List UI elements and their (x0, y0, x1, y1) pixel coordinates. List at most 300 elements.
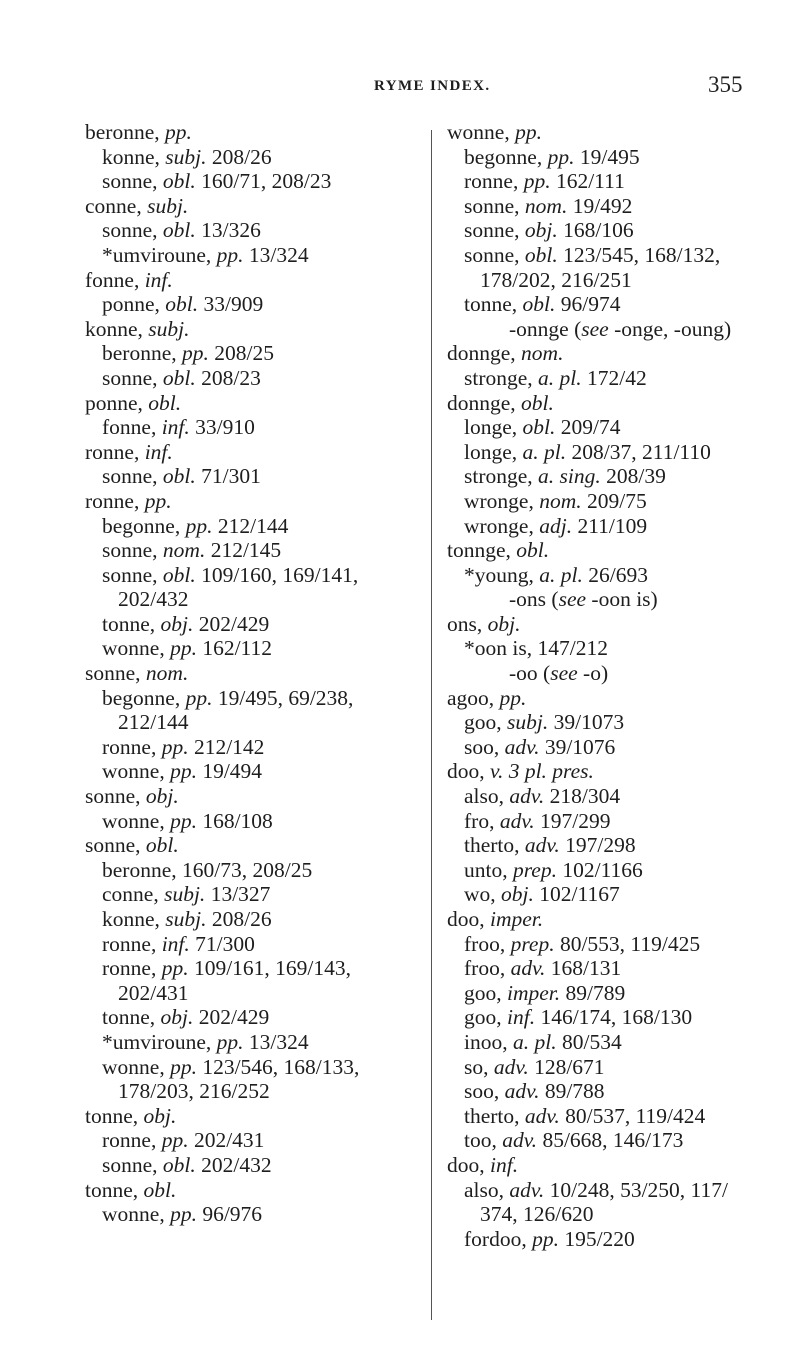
entry-word: ponne, (85, 390, 143, 415)
grammar-tag: nom. (521, 341, 564, 366)
line-refs: 89/789 (565, 980, 626, 1005)
index-entry (447, 1202, 792, 1227)
entry-word: conne, (102, 882, 159, 907)
entry-word: tonnge, (447, 538, 511, 563)
index-entry (85, 366, 420, 391)
index-entry (85, 1202, 420, 1227)
entry-word: *oon is, (464, 636, 533, 661)
entry-word: longe, (464, 415, 518, 440)
line-refs: 197/298 (565, 833, 636, 858)
index-entry (85, 514, 420, 539)
grammar-tag: adv. (509, 1177, 545, 1202)
index-entry (85, 735, 420, 760)
grammar-tag: subj. (165, 907, 207, 931)
grammar-tag: a. pl. (522, 439, 567, 464)
entry-word: doo, (447, 1152, 485, 1177)
line-refs: 218/304 (549, 784, 621, 809)
entry-word: ronne, (102, 734, 157, 759)
entry-word: stronge, (464, 365, 533, 390)
index-entry (85, 538, 420, 563)
index-entry (447, 1079, 792, 1104)
grammar-tag: pp. (547, 144, 575, 169)
index-entry (447, 858, 792, 883)
line-refs: 128/671 (534, 1054, 605, 1079)
entry-word: sonne, (102, 169, 158, 194)
entry-word: therto, (464, 1103, 520, 1128)
index-entry (85, 563, 420, 588)
line-refs: 13/326 (201, 218, 261, 243)
entry-word: *umviroune, (102, 1029, 212, 1054)
index-entry (447, 415, 792, 440)
grammar-tag: prep. (512, 857, 557, 882)
line-refs: 80/534 (561, 1029, 622, 1054)
index-entry (85, 956, 420, 981)
grammar-tag: obl. (165, 292, 199, 317)
line-refs: 202/432 (118, 587, 189, 612)
entry-word: -ons (509, 587, 547, 612)
entry-word: fonne, (102, 415, 157, 440)
entry-word: *umviroune, (102, 242, 212, 267)
line-refs: 208/23 (201, 365, 261, 390)
entry-word: sonne, (102, 218, 158, 243)
line-refs: 109/161, 169/143, (193, 956, 352, 981)
index-headword (447, 391, 792, 416)
index-headword (85, 440, 420, 465)
entry-word: tonne, (85, 1103, 139, 1128)
index-entry (85, 1128, 420, 1153)
grammar-tag: obl. (162, 464, 196, 489)
entry-word: also, (464, 784, 505, 809)
entry-word: ronne, (102, 956, 157, 981)
index-entry (85, 1079, 420, 1104)
index-entry (85, 1153, 420, 1178)
index-entry (85, 292, 420, 317)
grammar-tag: obl. (522, 292, 556, 317)
grammar-tag: subj. (165, 144, 207, 169)
line-refs: 168/131 (550, 956, 622, 981)
page-header (0, 72, 800, 112)
index-entry (447, 1178, 792, 1203)
grammar-tag: a. sing. (538, 464, 601, 489)
line-refs: 162/112 (202, 636, 273, 661)
line-refs: 209/75 (587, 488, 647, 513)
line-refs: 96/976 (202, 1202, 263, 1227)
rhyme-heading (447, 661, 792, 686)
line-refs: 39/1073 (553, 710, 625, 735)
grammar-tag: a. pl. (512, 1029, 557, 1054)
index-headword (447, 759, 792, 784)
line-refs: 71/300 (195, 931, 255, 956)
index-entry (447, 1104, 792, 1129)
index-entry (85, 686, 420, 711)
line-refs: 202/431 (193, 1128, 265, 1153)
index-entry (447, 809, 792, 834)
entry-word: begonne, (102, 513, 181, 538)
index-entry (85, 464, 420, 489)
line-refs: 33/910 (195, 415, 255, 440)
index-entry (447, 218, 792, 243)
entry-word: sonne, (85, 833, 141, 858)
index-entry (85, 809, 420, 834)
index-entry (85, 981, 420, 1006)
index-entry (447, 1227, 792, 1252)
index-headword (447, 686, 792, 711)
grammar-tag: pp. (144, 488, 172, 513)
line-refs: 33/909 (203, 292, 264, 317)
index-entry (447, 366, 792, 391)
line-refs: 208/26 (211, 144, 272, 169)
entry-word: froo, (464, 956, 506, 981)
entry-word: konne, (102, 907, 160, 931)
line-refs: 212/145 (210, 538, 282, 563)
grammar-tag: pp. (161, 734, 189, 759)
line-refs: 96/974 (560, 292, 621, 317)
line-refs: 80/553, 119/425 (559, 931, 701, 956)
grammar-tag: pp. (523, 169, 551, 194)
index-entry (447, 1030, 792, 1055)
entry-word: tonne, (464, 292, 518, 317)
grammar-tag: subj. (148, 316, 190, 341)
line-refs: (see -oon is) (551, 587, 658, 612)
index-entry (447, 464, 792, 489)
grammar-tag: inf. (144, 439, 173, 464)
grammar-tag: adv. (504, 734, 540, 759)
index-headword (85, 194, 420, 219)
index-entry (447, 145, 792, 170)
entry-word: ronne, (85, 488, 140, 513)
index-entry (85, 243, 420, 268)
grammar-tag: v. 3 pl. pres. (490, 759, 594, 784)
line-refs: 168/108 (202, 808, 273, 833)
index-entry (85, 759, 420, 784)
grammar-tag: obl. (516, 538, 550, 563)
index-entry (85, 882, 420, 907)
index-entry (447, 268, 792, 293)
entry-word: goo, (464, 710, 502, 735)
line-refs: 19/494 (202, 759, 263, 784)
grammar-tag: a. pl. (538, 365, 582, 390)
index-entry (447, 735, 792, 760)
index-entry (85, 612, 420, 637)
line-refs: (see -onge, -oung) (574, 316, 732, 341)
entry-word: stronge, (464, 464, 533, 489)
grammar-tag: obl. (521, 390, 554, 415)
index-headword (85, 833, 420, 858)
entry-word: ronne, (85, 439, 140, 464)
line-refs: 109/160, 169/141, (201, 562, 359, 587)
index-entry (85, 636, 420, 661)
entry-word: begonne, (464, 144, 543, 169)
entry-word: froo, (464, 931, 506, 956)
line-refs: 212/144 (217, 513, 289, 538)
line-refs: 197/299 (540, 808, 611, 833)
index-headword (447, 907, 792, 932)
index-headword (447, 538, 792, 563)
line-refs: 211/109 (577, 513, 648, 538)
index-headword (85, 784, 420, 809)
line-refs: 123/546, 168/133, (202, 1054, 360, 1079)
grammar-tag: pp. (182, 341, 209, 366)
entry-word: wonne, (102, 1054, 165, 1079)
index-entry (447, 882, 792, 907)
entry-word: wonne, (102, 636, 165, 661)
index-entry (447, 1005, 792, 1030)
grammar-tag: pp. (170, 1202, 197, 1227)
index-entry (85, 1005, 420, 1030)
grammar-tag: obl. (162, 562, 196, 587)
index-entry (85, 145, 420, 170)
index-headword (85, 317, 420, 342)
grammar-tag: a. pl. (539, 562, 583, 587)
entry-word: therto, (464, 833, 520, 858)
index-entry (85, 907, 420, 932)
line-refs: 209/74 (560, 415, 621, 440)
line-refs: 147/212 (537, 636, 608, 661)
entry-word: beronne, (102, 341, 177, 366)
line-refs: 13/324 (248, 1029, 309, 1054)
entry-word: inoo, (464, 1029, 508, 1054)
grammar-tag: imper. (507, 980, 561, 1005)
line-refs: 89/788 (544, 1079, 605, 1104)
index-entry (447, 440, 792, 465)
grammar-tag: inf. (490, 1152, 519, 1177)
grammar-tag: pp. (170, 1054, 197, 1079)
entry-word: wronge, (464, 513, 534, 538)
grammar-tag: adj. (539, 513, 573, 538)
entry-word: ronne, (464, 169, 519, 194)
entry-word: konne, (102, 144, 160, 169)
grammar-tag: pp. (499, 685, 527, 710)
line-refs: 19/492 (572, 193, 633, 218)
index-column-left (85, 120, 420, 1227)
rhyme-heading (447, 317, 792, 342)
line-refs: 13/327 (210, 882, 271, 907)
entry-word: so, (464, 1054, 489, 1079)
entry-word: ronne, (102, 1128, 157, 1153)
index-headword (85, 120, 420, 145)
entry-word: fordoo, (464, 1226, 527, 1251)
index-entry (447, 636, 792, 661)
grammar-tag: subj. (507, 710, 549, 735)
grammar-tag: pp. (170, 636, 197, 661)
line-refs: 10/248, 53/250, 117/ (549, 1177, 728, 1202)
index-entry (447, 1055, 792, 1080)
grammar-tag: pp. (216, 242, 244, 267)
page-number: 355 (708, 72, 743, 97)
entry-word: -oo (509, 661, 538, 686)
index-headword (85, 391, 420, 416)
entry-word: sonne, (102, 365, 158, 390)
entry-word: ons, (447, 611, 483, 636)
line-refs: 208/39 (606, 464, 666, 489)
grammar-tag: adv. (499, 808, 535, 833)
entry-word: conne, (85, 193, 142, 218)
entry-word: beronne, (85, 120, 160, 144)
index-entry (447, 784, 792, 809)
grammar-tag: adv. (524, 833, 560, 858)
entry-word: wo, (464, 882, 496, 907)
index-entry (85, 341, 420, 366)
line-refs: 208/37, 211/110 (571, 439, 711, 464)
entry-word: wonne, (102, 808, 165, 833)
grammar-tag: pp. (216, 1029, 244, 1054)
line-refs: 172/42 (587, 365, 647, 390)
grammar-tag: pp. (185, 513, 213, 538)
line-refs: 123/545, 168/132, (563, 242, 721, 267)
grammar-tag: inf. (507, 1005, 536, 1030)
grammar-tag: imper. (490, 907, 544, 931)
entry-word: sonne, (102, 464, 158, 489)
index-headword (85, 1178, 420, 1203)
entry-word: longe, (464, 439, 518, 464)
grammar-tag: obj. (487, 611, 521, 636)
entry-word: sonne, (102, 538, 158, 563)
entry-word: wonne, (102, 1202, 165, 1227)
grammar-tag: inf. (161, 415, 190, 440)
grammar-tag: pp. (170, 808, 197, 833)
entry-word: sonne, (464, 242, 520, 267)
grammar-tag: obl. (524, 242, 558, 267)
grammar-tag: pp. (532, 1226, 559, 1251)
index-headword (447, 1153, 792, 1178)
index-entry (447, 194, 792, 219)
line-refs: 195/220 (564, 1226, 635, 1251)
entry-word: sonne, (85, 784, 141, 809)
line-refs: 102/1167 (539, 882, 620, 907)
grammar-tag: obl. (162, 218, 196, 243)
line-refs: 102/1166 (562, 857, 643, 882)
grammar-tag: obj. (160, 611, 194, 636)
line-refs: 71/301 (201, 464, 261, 489)
line-refs: 19/495, 69/238, (217, 685, 354, 710)
index-entry (85, 1055, 420, 1080)
grammar-tag: subj. (164, 882, 206, 907)
entry-word: goo, (464, 1005, 502, 1030)
index-entry (85, 218, 420, 243)
running-head: RYME INDEX. (374, 78, 491, 94)
entry-word: donnge, (447, 341, 516, 366)
entry-word: sonne, (464, 218, 520, 243)
grammar-tag: obj. (524, 218, 558, 243)
entry-word: sonne, (102, 562, 158, 587)
entry-word: ronne, (102, 931, 157, 956)
line-refs: 212/142 (193, 734, 265, 759)
index-entry (85, 587, 420, 612)
grammar-tag: obl. (145, 833, 179, 858)
grammar-tag: nom. (524, 193, 568, 218)
entry-word: wonne, (102, 759, 165, 784)
index-entry (85, 932, 420, 957)
line-refs: (see -o) (543, 661, 609, 686)
index-entry (447, 1128, 792, 1153)
entry-word: doo, (447, 907, 485, 931)
line-refs: 168/106 (563, 218, 634, 243)
column-divider (431, 130, 432, 1320)
entry-word: sonne, (102, 1152, 158, 1177)
grammar-tag: obl. (162, 365, 196, 390)
grammar-tag: pp. (161, 956, 189, 981)
index-entry (447, 932, 792, 957)
grammar-tag: obl. (522, 415, 556, 440)
grammar-tag: adv. (524, 1103, 560, 1128)
index-entry (85, 858, 420, 883)
line-refs: 374, 126/620 (480, 1202, 594, 1227)
grammar-tag: obj. (143, 1103, 177, 1128)
entry-word: *young, (464, 562, 534, 587)
index-column-right (447, 120, 792, 1251)
line-refs: 208/25 (214, 341, 274, 366)
index-entry (85, 169, 420, 194)
line-refs: 80/537, 119/424 (565, 1103, 706, 1128)
index-entry (85, 1030, 420, 1055)
line-refs: 178/203, 216/252 (118, 1079, 270, 1104)
grammar-tag: obj. (501, 882, 534, 907)
line-refs: 39/1076 (544, 734, 616, 759)
entry-word: agoo, (447, 685, 495, 710)
line-refs: 202/429 (198, 1005, 270, 1030)
index-entry (85, 710, 420, 735)
grammar-tag: obl. (148, 390, 182, 415)
entry-word: konne, (85, 316, 143, 341)
grammar-tag: inf. (144, 267, 173, 292)
entry-word: wonne, (447, 120, 510, 144)
grammar-tag: pp. (165, 120, 192, 144)
index-headword (85, 268, 420, 293)
entry-word: -onnge (509, 316, 569, 341)
entry-word: tonne, (85, 1177, 139, 1202)
line-refs: 202/432 (201, 1152, 272, 1177)
index-headword (85, 1104, 420, 1129)
line-refs: 160/71, 208/23 (201, 169, 332, 194)
grammar-tag: obl. (143, 1177, 177, 1202)
grammar-tag: adv. (502, 1128, 538, 1153)
entry-word: begonne, (102, 685, 181, 710)
entry-word: unto, (464, 857, 508, 882)
index-entry (85, 415, 420, 440)
entry-word: fro, (464, 808, 495, 833)
line-refs: 202/429 (198, 611, 270, 636)
line-refs: 212/144 (118, 710, 189, 735)
grammar-tag: obl. (162, 169, 196, 194)
grammar-tag: obj. (160, 1005, 194, 1030)
index-entry (447, 710, 792, 735)
grammar-tag: obj. (145, 784, 179, 809)
line-refs: 162/111 (555, 169, 625, 194)
grammar-tag: obl. (162, 1152, 196, 1177)
grammar-tag: nom. (162, 538, 206, 563)
grammar-tag: pp. (161, 1128, 189, 1153)
entry-word: doo, (447, 759, 485, 784)
grammar-tag: adv. (510, 956, 546, 981)
entry-word: wronge, (464, 488, 534, 513)
grammar-tag: pp. (515, 120, 542, 144)
rhyme-heading (447, 587, 792, 612)
index-headword (447, 120, 792, 145)
line-refs: 160/73, 208/25 (182, 857, 313, 882)
line-refs: 19/495 (579, 144, 640, 169)
grammar-tag: prep. (510, 931, 555, 956)
entry-word: donnge, (447, 390, 516, 415)
index-entry (447, 489, 792, 514)
entry-word: sonne, (85, 661, 141, 686)
grammar-tag: nom. (145, 661, 189, 686)
line-refs: 178/202, 216/251 (480, 267, 632, 292)
entry-word: fonne, (85, 267, 140, 292)
index-entry (447, 981, 792, 1006)
index-headword (85, 489, 420, 514)
entry-word: tonne, (102, 1005, 156, 1030)
entry-word: sonne, (464, 193, 520, 218)
